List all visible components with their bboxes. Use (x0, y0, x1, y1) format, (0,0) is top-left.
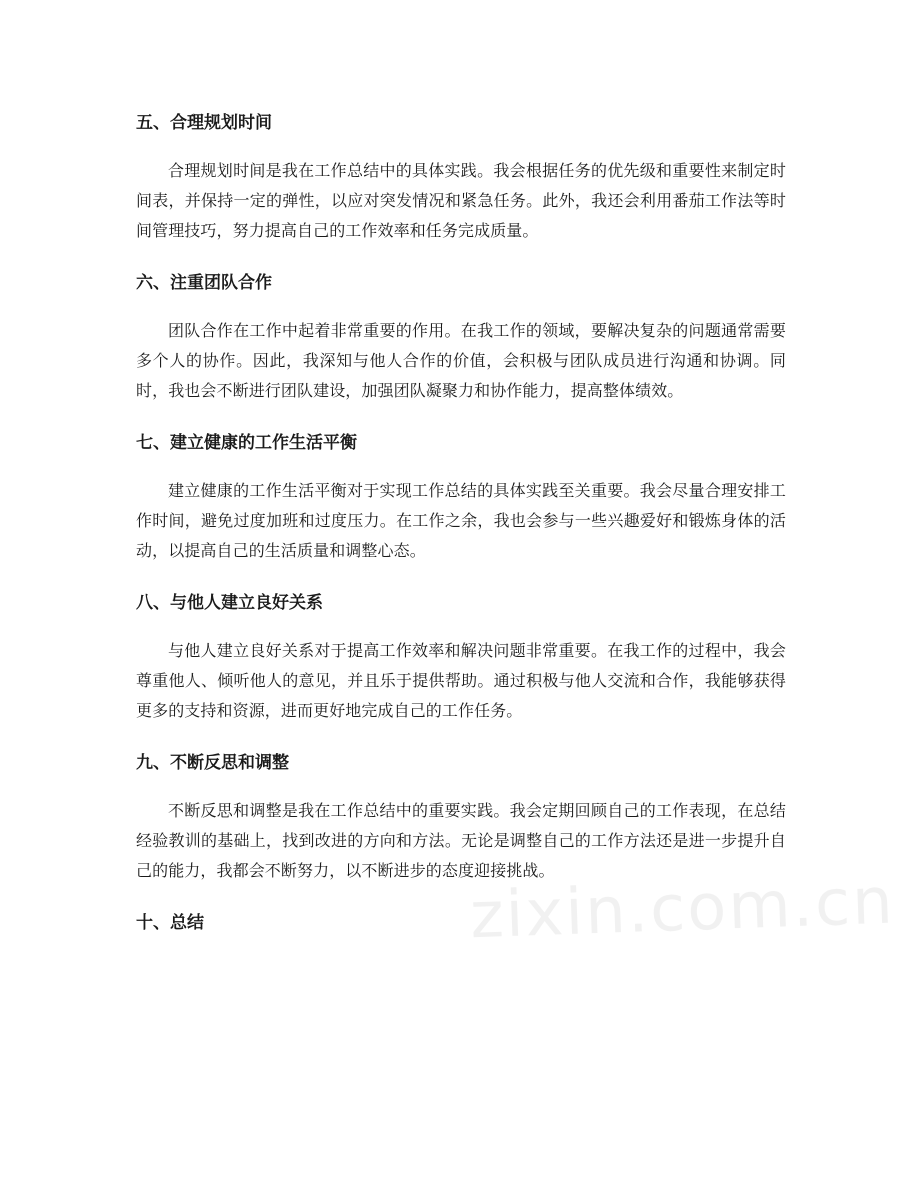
section-relationships (136, 588, 786, 726)
section-time-planning (136, 108, 786, 246)
section-paragraph: 与他人建立良好关系对于提高工作效率和解决问题非常重要。在我工作的过程中，我会尊重他人、倾听他人的意见，并且乐于提供帮助。通过积极与他人交流和合作，我能够获得更多的支持和资源，进而更好地完成自己的工作任务。 (136, 641, 786, 720)
section-heading: 十、总结 (136, 913, 204, 933)
section-reflection (136, 748, 786, 886)
section-heading: 六、注重团队合作 (136, 273, 272, 293)
section-paragraph: 合理规划时间是我在工作总结中的具体实践。我会根据任务的优先级和重要性来制定时间表，并保持一定的弹性，以应对突发情况和紧急任务。此外，我还会利用番茄工作法等时间管理技巧，努力提高自己的工作效率和任务完成质量。 (136, 161, 786, 240)
section-paragraph: 建立健康的工作生活平衡对于实现工作总结的具体实践至关重要。我会尽量合理安排工作时间，避免过度加班和过度压力。在工作之余，我也会参与一些兴趣爱好和锻炼身体的活动，以提高自己的生活质量和调整心态。 (136, 481, 786, 560)
section-heading: 七、建立健康的工作生活平衡 (136, 433, 357, 453)
section-paragraph: 团队合作在工作中起着非常重要的作用。在我工作的领域，要解决复杂的问题通常需要多个人的协作。因此，我深知与他人合作的价值，会积极与团队成员进行沟通和协调。同时，我也会不断进行团队建设，加强团队凝聚力和协作能力，提高整体绩效。 (136, 321, 786, 400)
section-summary (136, 908, 786, 938)
section-paragraph: 不断反思和调整是我在工作总结中的重要实践。我会定期回顾自己的工作表现，在总结经验教训的基础上，找到改进的方向和方法。无论是调整自己的工作方法还是进一步提升自己的能力，我都会不断努力，以不断进步的态度迎接挑战。 (136, 801, 786, 880)
watermark: zixin.com.cn (468, 864, 896, 954)
section-heading: 九、不断反思和调整 (136, 753, 289, 773)
section-heading: 五、合理规划时间 (136, 113, 272, 133)
document-content (136, 108, 786, 956)
section-work-life-balance (136, 428, 786, 566)
section-teamwork (136, 268, 786, 406)
section-heading: 八、与他人建立良好关系 (136, 593, 323, 613)
